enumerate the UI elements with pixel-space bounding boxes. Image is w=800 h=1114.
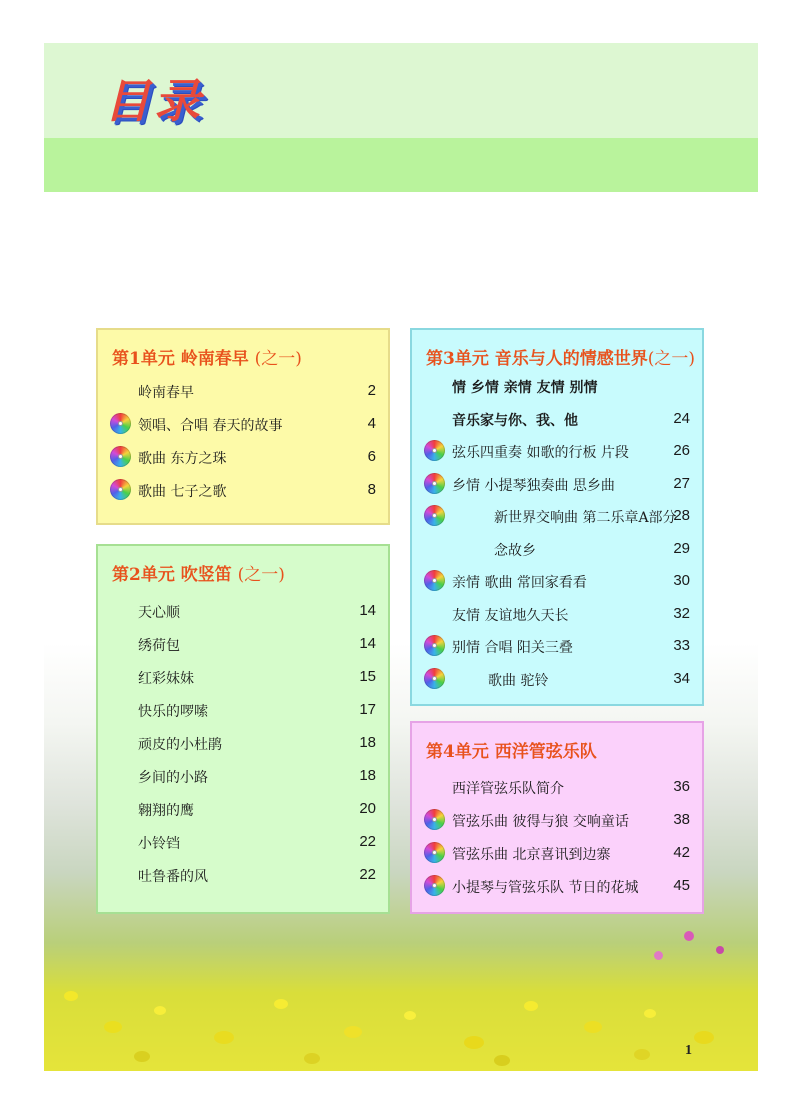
toc-entry-title: 歌曲 七子之歌 xyxy=(138,484,227,500)
unit-subtitle: (之一) xyxy=(254,349,302,369)
toc-entry-page: 24 xyxy=(673,410,690,427)
toc-entry-page: 6 xyxy=(367,448,376,465)
toc-entry-page: 33 xyxy=(673,637,690,654)
toc-entry-title: 管弦乐曲 北京喜讯到边寨 xyxy=(452,847,611,863)
toc-entry-title: 新世界交响曲 第二乐章A部分 xyxy=(494,510,677,526)
unit-3-box xyxy=(410,328,704,706)
toc-entry-title: 乡间的小路 xyxy=(138,770,208,786)
unit-title-text: 第3单元 音乐与人的情感世界 xyxy=(426,349,648,369)
unit-title-text: 第1单元 岭南春早 xyxy=(112,349,249,369)
unit-title xyxy=(426,344,695,369)
unit-subtitle: (之一) xyxy=(647,349,696,369)
toc-entry-title: 快乐的啰嗦 xyxy=(138,704,208,720)
toc-entry[interactable] xyxy=(98,696,388,724)
toc-entry-title: 歌曲 东方之珠 xyxy=(138,451,227,467)
toc-entry[interactable] xyxy=(98,630,388,658)
toc-entry-title: 音乐家与你、我、他 xyxy=(452,413,578,429)
toc-entry-page: 30 xyxy=(673,572,690,589)
unit-title xyxy=(112,560,285,585)
toc-entry-page: 18 xyxy=(359,767,376,784)
toc-entry-title: 友情 友谊地久天长 xyxy=(452,608,569,624)
cd-icon xyxy=(424,635,445,656)
toc-entry-title: 吐鲁番的风 xyxy=(138,869,208,885)
page-number: 1 xyxy=(685,1043,692,1058)
cd-icon xyxy=(424,505,445,526)
toc-entry-title: 乡情 小提琴独奏曲 思乡曲 xyxy=(452,478,615,494)
cd-icon xyxy=(424,570,445,591)
toc-entry[interactable] xyxy=(98,377,388,405)
toc-entry[interactable] xyxy=(98,597,388,625)
toc-entry[interactable] xyxy=(412,773,702,801)
toc-entry[interactable] xyxy=(412,405,702,433)
toc-entry-page: 38 xyxy=(673,811,690,828)
cd-icon xyxy=(424,473,445,494)
toc-entry-title: 念故乡 xyxy=(494,543,536,559)
cd-icon xyxy=(110,479,131,500)
toc-entry-page: 4 xyxy=(367,415,376,432)
unit-title-text: 第4单元 西洋管弦乐队 xyxy=(426,742,597,762)
unit-2-box xyxy=(96,544,390,914)
toc-entry-title: 小铃铛 xyxy=(138,836,180,852)
toc-entry[interactable] xyxy=(98,476,388,504)
toc-entry-page: 32 xyxy=(673,605,690,622)
page xyxy=(44,43,758,1071)
toc-entry-page: 45 xyxy=(673,877,690,894)
toc-entry[interactable] xyxy=(98,729,388,757)
unit-subtitle: (之一) xyxy=(237,565,285,585)
unit-1-box xyxy=(96,328,390,525)
toc-entry-page: 34 xyxy=(673,670,690,687)
toc-entry[interactable] xyxy=(412,806,702,834)
toc-entry[interactable] xyxy=(412,535,702,563)
toc-entry-title: 翱翔的鹰 xyxy=(138,803,194,819)
section-heading: 情 乡情 亲情 友情 别情 xyxy=(452,380,598,396)
toc-entry[interactable] xyxy=(98,795,388,823)
toc-entry-page: 15 xyxy=(359,668,376,685)
toc-entry[interactable] xyxy=(98,443,388,471)
toc-entry-page: 2 xyxy=(367,382,376,399)
unit-3-heading xyxy=(412,372,702,400)
page-title: 目录 xyxy=(104,74,204,128)
unit-title-text: 第2单元 吹竖笛 xyxy=(112,565,232,585)
toc-entry-title: 西洋管弦乐队简介 xyxy=(452,781,564,797)
cd-icon xyxy=(424,875,445,896)
toc-entry-page: 20 xyxy=(359,800,376,817)
toc-entry[interactable] xyxy=(98,861,388,889)
toc-entry-title: 红彩妹妹 xyxy=(138,671,194,687)
unit-title xyxy=(426,737,597,762)
header-strip xyxy=(44,138,758,192)
toc-entry-title: 小提琴与管弦乐队 节日的花城 xyxy=(452,880,639,896)
toc-entry[interactable] xyxy=(412,600,702,628)
toc-entry[interactable] xyxy=(412,872,702,900)
toc-entry[interactable] xyxy=(98,410,388,438)
toc-entry-title: 天心顺 xyxy=(138,605,180,621)
toc-entry-page: 29 xyxy=(673,540,690,557)
toc-entry-title: 管弦乐曲 彼得与狼 交响童话 xyxy=(452,814,629,830)
toc-entry-page: 18 xyxy=(359,734,376,751)
toc-entry-page: 22 xyxy=(359,833,376,850)
toc-entry-page: 26 xyxy=(673,442,690,459)
header-band xyxy=(44,43,758,138)
toc-entry[interactable] xyxy=(412,632,702,660)
toc-entry-page: 8 xyxy=(367,481,376,498)
toc-entry[interactable] xyxy=(98,828,388,856)
cd-icon xyxy=(424,440,445,461)
cd-icon xyxy=(110,446,131,467)
toc-entry-title: 顽皮的小杜鹃 xyxy=(138,737,222,753)
toc-entry-page: 14 xyxy=(359,602,376,619)
toc-entry[interactable] xyxy=(412,502,702,530)
unit-title xyxy=(112,344,302,369)
toc-entry-page: 17 xyxy=(359,701,376,718)
toc-entry-title: 歌曲 驼铃 xyxy=(488,673,549,689)
unit-4-box xyxy=(410,721,704,914)
toc-entry-page: 14 xyxy=(359,635,376,652)
toc-entry-title: 岭南春早 xyxy=(138,385,194,401)
toc-entry-title: 绣荷包 xyxy=(138,638,180,654)
toc-entry[interactable] xyxy=(98,663,388,691)
toc-entry-title: 弦乐四重奏 如歌的行板 片段 xyxy=(452,445,629,461)
toc-entry-page: 42 xyxy=(673,844,690,861)
toc-entry[interactable] xyxy=(412,839,702,867)
toc-entry[interactable] xyxy=(412,470,702,498)
cd-icon xyxy=(424,842,445,863)
toc-entry[interactable] xyxy=(412,437,702,465)
cd-icon xyxy=(424,668,445,689)
toc-entry-page: 36 xyxy=(673,778,690,795)
toc-entry-title: 别情 合唱 阳关三叠 xyxy=(452,640,573,656)
toc-entry-page: 27 xyxy=(673,475,690,492)
toc-entry[interactable] xyxy=(412,665,702,693)
toc-entry[interactable] xyxy=(98,762,388,790)
toc-entry-page: 28 xyxy=(673,507,690,524)
cd-icon xyxy=(424,809,445,830)
toc-entry-title: 亲情 歌曲 常回家看看 xyxy=(452,575,587,591)
toc-entry-page: 22 xyxy=(359,866,376,883)
toc-entry[interactable] xyxy=(412,567,702,595)
toc-entry-title: 领唱、合唱 春天的故事 xyxy=(138,418,283,434)
cd-icon xyxy=(110,413,131,434)
